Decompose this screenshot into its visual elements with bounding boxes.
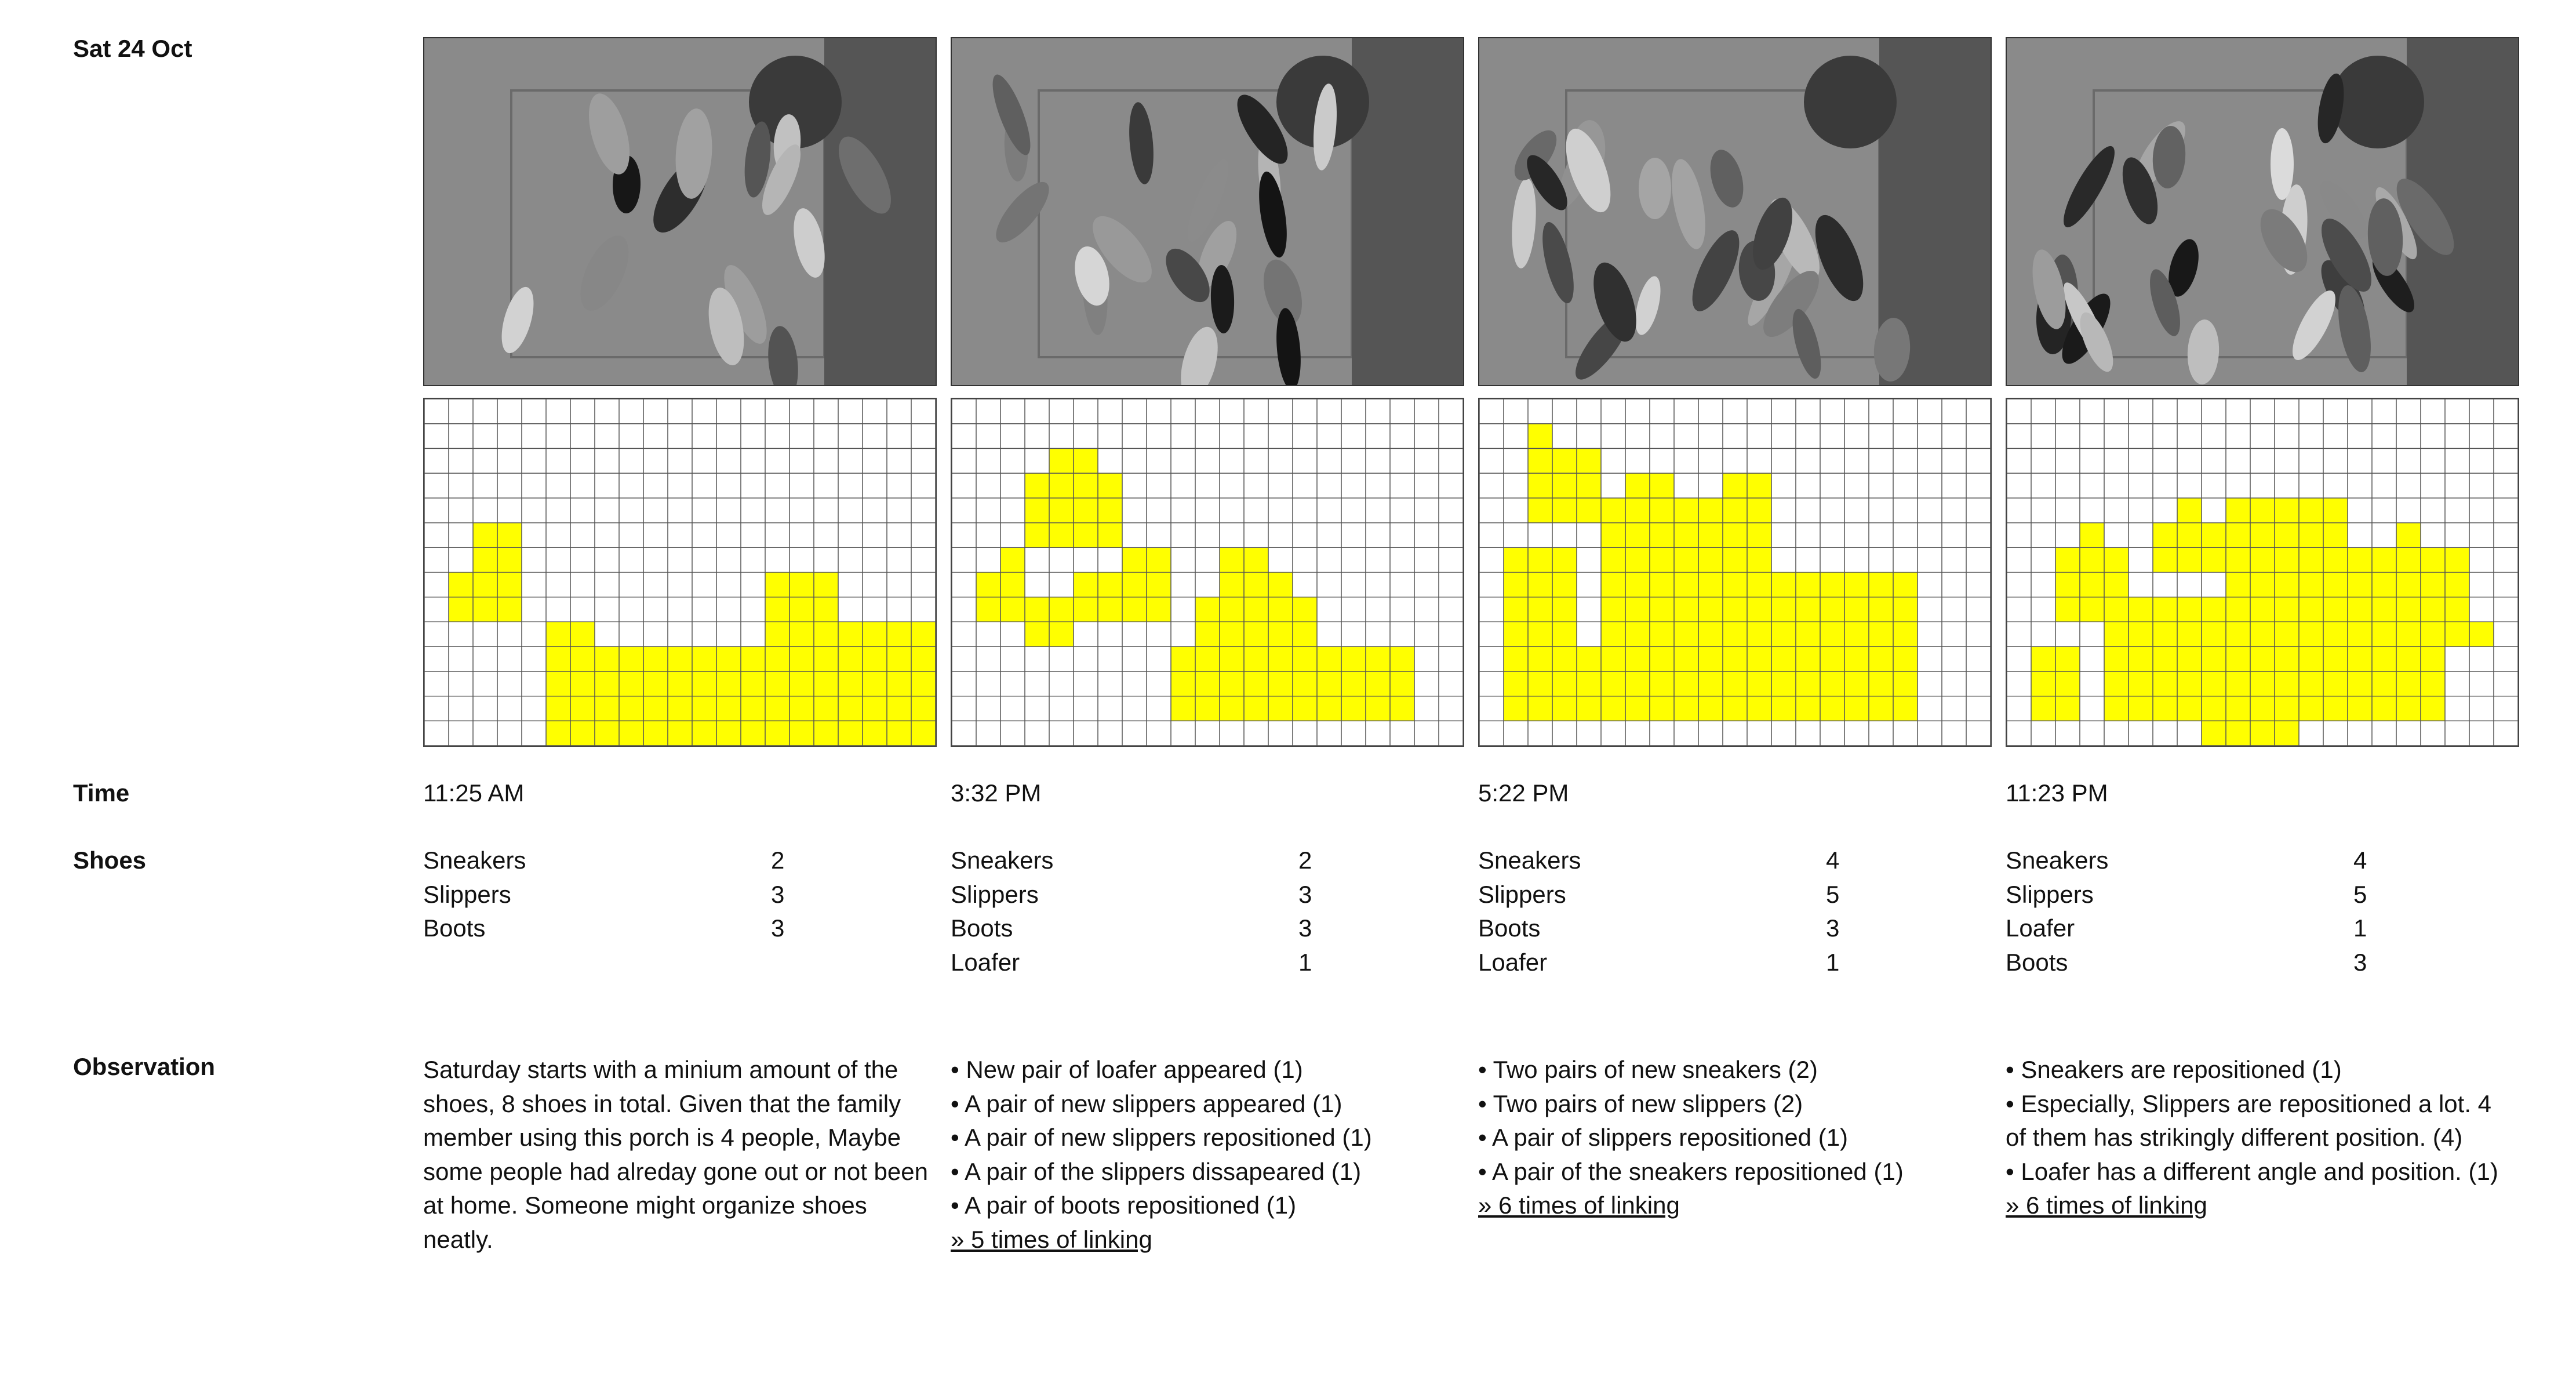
occupancy-grid (423, 398, 937, 747)
porch-photo-shapes (1479, 38, 1991, 385)
linking-count-link[interactable]: » 6 times of linking (2006, 1192, 2207, 1219)
shoe-type: Loafer (1478, 948, 1548, 976)
shoe-count: 3 (771, 880, 785, 908)
porch-photo-shapes (2007, 38, 2518, 385)
occupied-cell-block (2445, 547, 2469, 572)
observation-item: • A pair of the sneakers repositioned (1) (1478, 1157, 1904, 1185)
shoe-count: 2 (771, 847, 785, 874)
shoe-row (423, 914, 794, 949)
shoe-row (1478, 914, 1849, 949)
porch-photo (1478, 37, 1992, 386)
shoe-type: Sneakers (1478, 847, 1581, 874)
observation-item: • New pair of loafer appeared (1) (951, 1056, 1303, 1083)
shoe-row (2006, 881, 2377, 915)
shoe-row (951, 949, 1322, 983)
shoe-count: 4 (1826, 847, 1840, 874)
time-value: 3:32 PM (951, 779, 1042, 807)
shoe-row (951, 914, 1322, 949)
porch-photo-shapes (424, 38, 936, 385)
occupied-cell-block (2177, 498, 2202, 523)
linking-count-link[interactable]: » 5 times of linking (951, 1225, 1152, 1253)
observation-paragraph: Saturday starts with a minium amount of the shoes, 8 shoes in total. Given that the family member using this porch is 4 people, Maybe some people had alreday gone out or not been at home. Someone might organize shoes neatly. (423, 1056, 928, 1253)
shoe-count: 3 (1826, 914, 1840, 942)
occupied-cell-block (2080, 523, 2104, 548)
occupancy-grid-svg (424, 399, 936, 746)
occupancy-grid-svg (2007, 399, 2518, 746)
occupancy-grid (1478, 398, 1992, 747)
time-value: 11:25 AM (423, 779, 525, 807)
occupied-cell-block (1000, 547, 1025, 572)
shoe-type: Slippers (423, 880, 511, 908)
shoe-type: Slippers (2006, 880, 2094, 908)
observation-item: • A pair of new slippers appeared (1) (951, 1089, 1342, 1117)
shoe-row (2006, 914, 2377, 949)
shoe-count: 1 (1826, 948, 1840, 976)
shoe-count: 3 (1298, 914, 1312, 942)
porch-photo (423, 37, 937, 386)
shoe-type: Sneakers (2006, 847, 2109, 874)
observation-item: • Loafer has a different angle and position. (1) (2006, 1157, 2498, 1185)
observation-item: • A pair of new slippers repositioned (1) (951, 1124, 1372, 1151)
date-heading: Sat 24 Oct (73, 35, 192, 62)
shoe-count-list (951, 847, 1322, 982)
occupancy-grid (951, 398, 1464, 747)
shoe-type: Loafer (951, 948, 1020, 976)
shoe-count: 3 (2353, 948, 2367, 976)
shoe-type: Loafer (2006, 914, 2075, 942)
porch-photo-shapes (952, 38, 1463, 385)
observation-item: • Two pairs of new slippers (2) (1478, 1089, 1803, 1117)
porch-photo (2006, 37, 2519, 386)
observation-item: • Sneakers are repositioned (1) (2006, 1056, 2342, 1083)
shoe-count: 4 (2353, 847, 2367, 874)
linking-count-link[interactable]: » 6 times of linking (1478, 1192, 1680, 1219)
shoe-row (1478, 949, 1849, 983)
observation-item: • A pair of boots repositioned (1) (951, 1192, 1297, 1219)
shoe-row (423, 881, 794, 915)
shoe-row (1478, 881, 1849, 915)
occupied-cell-block (2396, 523, 2421, 548)
shoe-count: 5 (2353, 880, 2367, 908)
occupied-cell-block (2372, 622, 2494, 647)
observation-text (951, 1053, 1461, 1256)
time-value: 5:22 PM (1478, 779, 1569, 807)
occupied-cell-block (765, 572, 838, 647)
porch-photo (951, 37, 1464, 386)
observation-item: • Two pairs of new sneakers (2) (1478, 1056, 1818, 1083)
shoe-row (2006, 949, 2377, 983)
shoe-type: Boots (1478, 914, 1541, 942)
shoe-type: Slippers (1478, 880, 1566, 908)
shoe-row (423, 847, 794, 881)
shoe-count: 1 (2353, 914, 2367, 942)
observation-label: Observation (73, 1053, 216, 1080)
shoe-row (951, 847, 1322, 881)
observation-item: • A pair of the slippers dissapeared (1) (951, 1157, 1362, 1185)
shoe-count: 2 (1298, 847, 1312, 874)
shoe-count: 1 (1298, 948, 1312, 976)
shoe-row (2006, 847, 2377, 881)
observation-text (423, 1053, 933, 1256)
shoe-type: Slippers (951, 880, 1039, 908)
shoe-row (951, 881, 1322, 915)
shoe-count: 3 (771, 914, 785, 942)
shoes-label: Shoes (73, 847, 147, 874)
time-label: Time (73, 779, 130, 807)
occupied-cell-block (1528, 424, 1552, 449)
time-value: 11:23 PM (2006, 779, 2108, 807)
shoe-count-list (423, 847, 794, 949)
occupied-cell-block (2323, 647, 2445, 721)
shoe-type: Boots (951, 914, 1013, 942)
observation-item: • A pair of slippers repositioned (1) (1478, 1124, 1849, 1151)
shoe-count: 3 (1298, 880, 1312, 908)
occupancy-grid-svg (1479, 399, 1991, 746)
shoe-type: Sneakers (423, 847, 526, 874)
shoe-type: Boots (2006, 948, 2068, 976)
occupancy-grid (2006, 398, 2519, 747)
shoe-count-list (1478, 847, 1849, 982)
occupancy-grid-svg (952, 399, 1463, 746)
observation-text (2006, 1053, 2516, 1223)
shoe-count-list (2006, 847, 2377, 982)
occupied-cell-block (1528, 448, 1601, 522)
observation-text (1478, 1053, 1988, 1223)
shoe-count: 5 (1826, 880, 1840, 908)
shoe-type: Sneakers (951, 847, 1054, 874)
shoe-row (1478, 847, 1849, 881)
shoe-type: Boots (423, 914, 486, 942)
observation-item: • Especially, Slippers are repositioned a lot. 4 of them has strikingly different position. (4) (2006, 1089, 2492, 1151)
